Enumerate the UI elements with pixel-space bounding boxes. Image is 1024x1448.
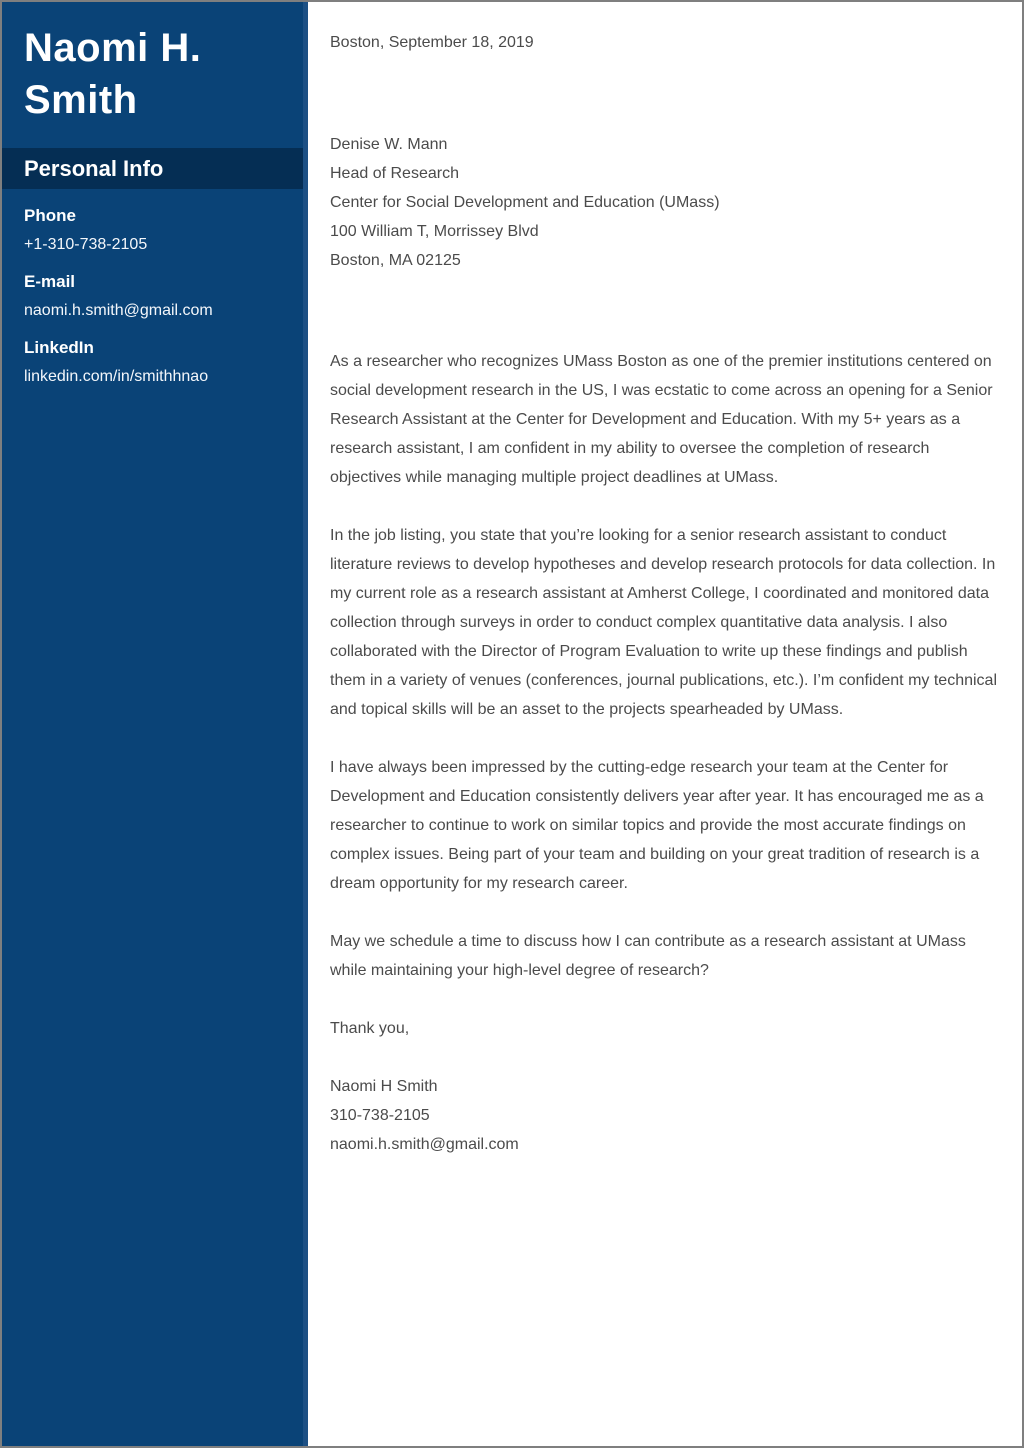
linkedin-value: linkedin.com/in/smithhnao [24, 368, 209, 385]
contact-field-linkedin [24, 338, 290, 387]
contact-fields [2, 189, 308, 387]
linkedin-label: LinkedIn [24, 338, 94, 357]
sidebar-edge-strip [303, 2, 308, 1446]
cover-letter-body [308, 2, 1022, 1446]
letter-paragraph: As a researcher who recognizes UMass Boston as one of the premier institutions centered on social development research in the US, I was ecstatic to come across an opening for a Senior Research Assistant at the Center for Development and Education. With my 5+ years as a research assistant, I am confident in my ability to oversee the completion of research objectives while managing multiple project deadlines at UMass. [330, 353, 993, 486]
email-value: naomi.h.smith@gmail.com [24, 302, 213, 319]
contact-field-phone [24, 206, 290, 255]
signature-email: naomi.h.smith@gmail.com [330, 1136, 519, 1153]
candidate-name: Naomi H. Smith [24, 26, 202, 122]
recipient-street: 100 William T, Morrissey Blvd [330, 223, 539, 240]
letter-paragraph: May we schedule a time to discuss how I can contribute as a research assistant at UMass while maintaining your high-level degree of research? [330, 933, 966, 979]
phone-value: +1-310-738-2105 [24, 236, 148, 253]
sidebar [2, 2, 308, 1446]
letter-paragraph: In the job listing, you state that you’re looking for a senior research assistant to conduct literature reviews to develop hypotheses and develop research protocols for data collection. In my current role as a research assistant at Amherst College, I coordinated and monitored data collection through surveys in order to conduct complex quantitative data analysis. I also collaborated with the Director of Program Evaluation to write up these findings and publish them in a variety of venues (conferences, journal publications, etc.). I’m confident my technical and topical skills will be an asset to the projects spearheaded by UMass. [330, 527, 997, 718]
letter-paragraph: I have always been impressed by the cutting-edge research your team at the Center for Development and Education consistently delivers year after year. It has encouraged me as a researcher to continue to work on similar topics and provide the most accurate findings on complex issues. Being part of your team and building on your great tradition of research is a dream opportunity for my research career. [330, 759, 984, 892]
recipient-title: Head of Research [330, 165, 459, 182]
personal-info-title: Personal Info [24, 155, 164, 181]
contact-field-email [24, 272, 290, 321]
signature-block [330, 1072, 1000, 1159]
recipient-block [330, 130, 1000, 275]
email-label: E-mail [24, 272, 76, 291]
letter-date: Boston, September 18, 2019 [330, 34, 534, 51]
recipient-name: Denise W. Mann [330, 136, 448, 153]
personal-info-header [2, 148, 303, 189]
signature-phone: 310-738-2105 [330, 1107, 430, 1124]
letter-closing: Thank you, [330, 1020, 410, 1037]
phone-label: Phone [24, 206, 76, 225]
signature-name: Naomi H Smith [330, 1078, 438, 1095]
recipient-org: Center for Social Development and Education (UMass) [330, 194, 720, 211]
recipient-city: Boston, MA 02125 [330, 252, 461, 269]
